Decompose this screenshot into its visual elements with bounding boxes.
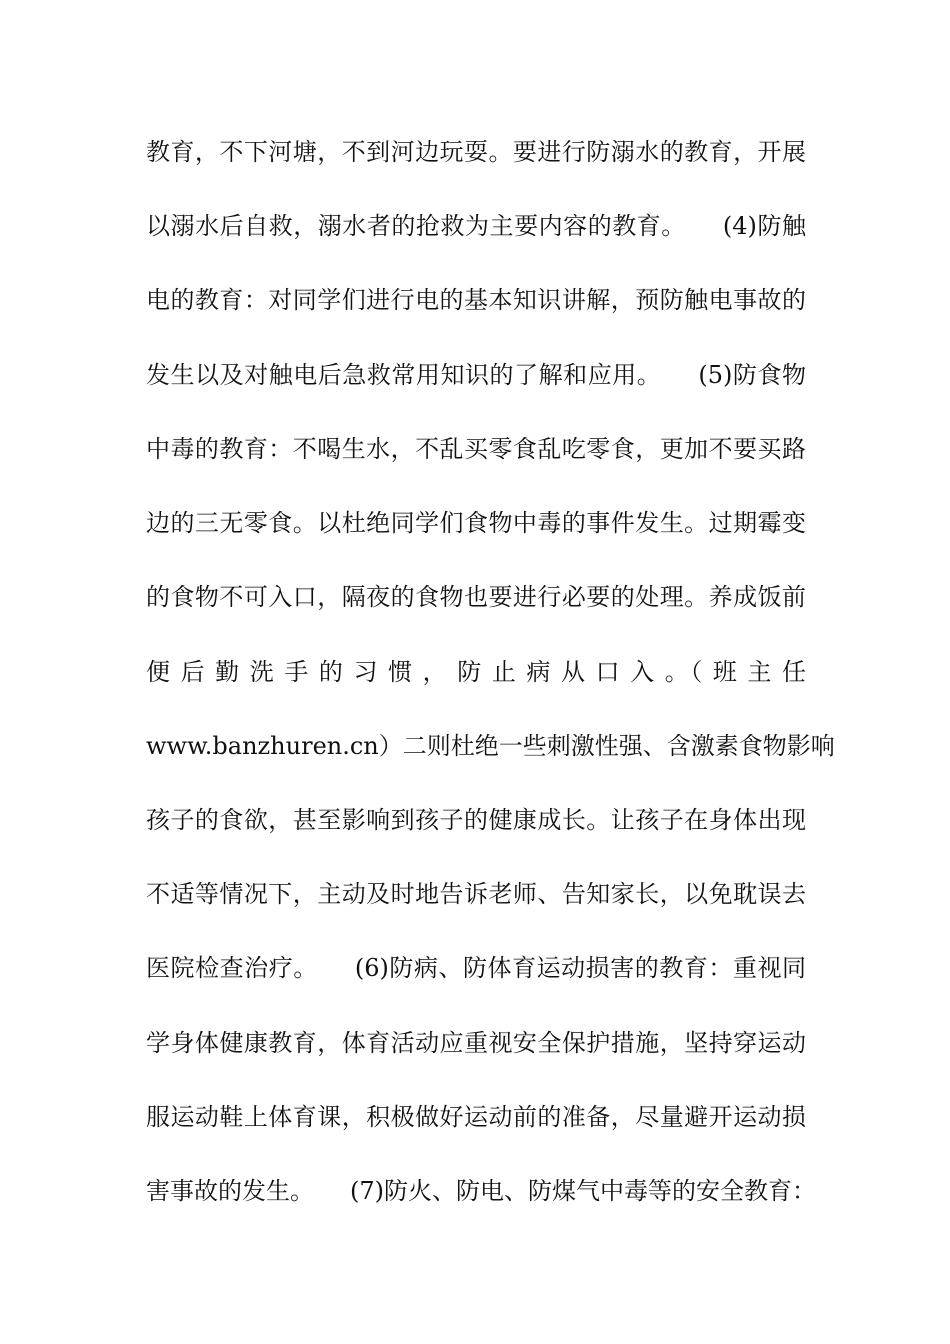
text-line-14: 服运动鞋上体育课，积极做好运动前的准备，尽量避开运动损 [146,1103,806,1131]
text-line-2: 以溺水后自救，溺水者的抢救为主要内容的教育。 (4)防触 [146,212,806,240]
text-line-5: 中毒的教育：不喝生水，不乱买零食乱吃零食，更加不要买路 [146,435,806,463]
text-line-11: 不适等情况下，主动及时地告诉老师、告知家长，以免耽误去 [146,880,806,908]
text-line-4: 发生以及对触电后急救常用知识的了解和应用。 (5)防食物 [146,361,806,389]
text-line-7: 的食物不可入口，隔夜的食物也要进行必要的处理。养成饭前 [146,583,806,611]
text-line-6: 边的三无零食。以杜绝同学们食物中毒的事件发生。过期霉变 [146,509,806,537]
text-line-8: 便 后 勤 洗 手 的 习 惯 ， 防 止 病 从 口 入 。（ 班 主 任 [146,658,806,686]
text-line-13: 学身体健康教育，体育活动应重视安全保护措施，坚持穿运动 [146,1029,806,1057]
text-line-9: www.banzhuren.cn）二则杜绝一些刺激性强、含激素食物影响 [146,732,835,760]
text-line-15: 害事故的发生。 (7)防火、防电、防煤气中毒等的安全教育： [146,1177,816,1205]
text-line-10: 孩子的食欲，甚至影响到孩子的健康成长。让孩子在身体出现 [146,806,806,834]
text-line-3: 电的教育：对同学们进行电的基本知识讲解，预防触电事故的 [146,286,806,314]
text-line-12: 医院检查治疗。 (6)防病、防体育运动损害的教育：重视同 [146,954,806,982]
text-line-1: 教育，不下河塘，不到河边玩耍。要进行防溺水的教育，开展 [146,138,806,166]
